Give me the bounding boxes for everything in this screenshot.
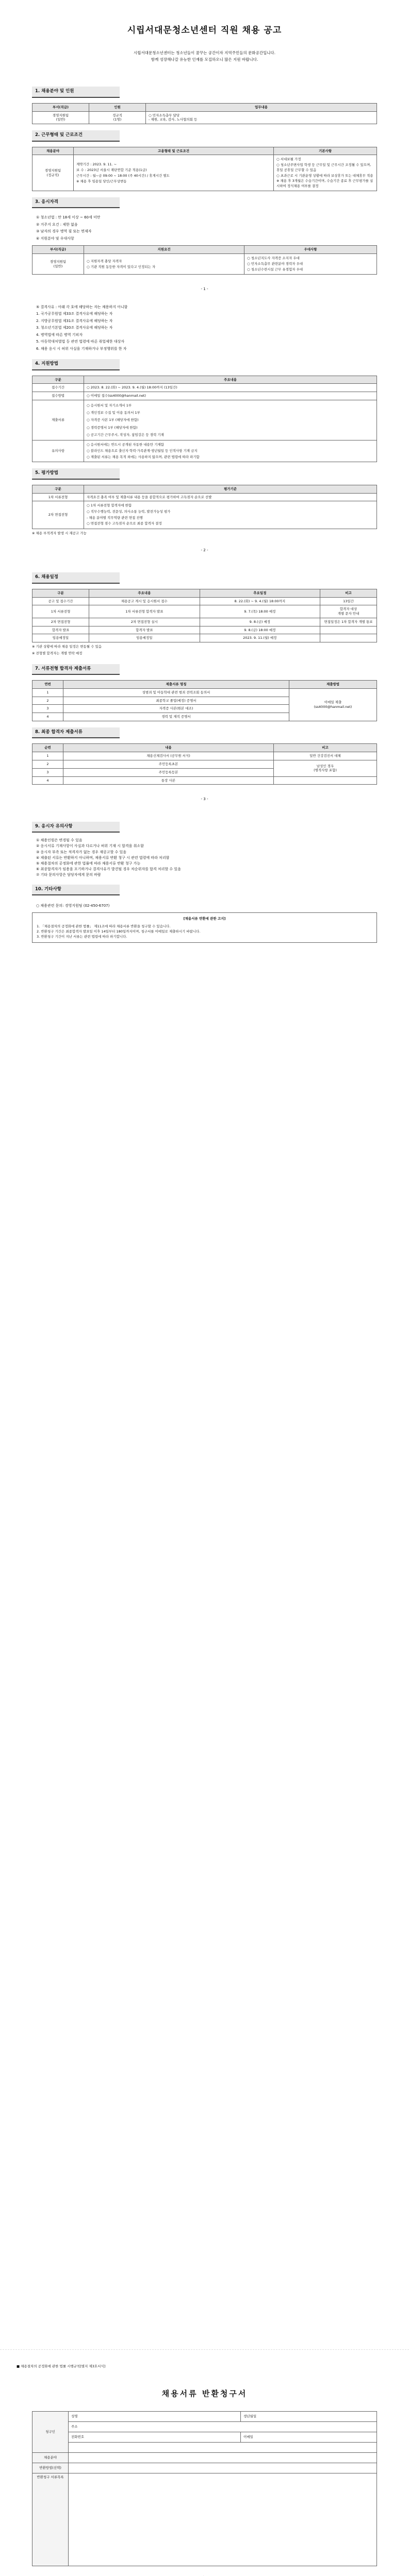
- page-title: 시립서대문청소년센터 직원 채용 공고: [127, 25, 282, 36]
- th-content: 내용: [63, 744, 274, 752]
- table-cell: 9. 7.(목) 18:00 예정: [200, 605, 320, 618]
- th-tasks: 업무내용: [146, 103, 377, 111]
- table-cell: 합격자 대상 개별 문자 안내: [320, 605, 377, 618]
- table-qualifications: [32, 245, 377, 275]
- page-number: - 2 -: [201, 548, 208, 552]
- form-field-birth[interactable]: 생년월일: [241, 2412, 377, 2422]
- form-label-method: 반환방법(선택): [32, 2463, 69, 2473]
- th-a: 구분: [32, 589, 89, 597]
- table-cell: 최종학교 졸업(예정) 증명서: [63, 697, 289, 705]
- form-source-note: ■ 채용절차의 공정화에 관한 법률 시행규칙[별지 제3호서식]: [17, 2364, 106, 2368]
- return-request-form: [0, 2349, 409, 2576]
- th-no: 연번: [32, 681, 63, 689]
- table-cell: 합격자 발표: [89, 626, 200, 634]
- evaluation-note: ※ 채용 부적격자 발생 시 재공고 가능: [32, 531, 87, 536]
- table-evaluation: [32, 485, 377, 529]
- th-d: 비고: [320, 589, 377, 597]
- table-row-key: 접수방법: [32, 392, 84, 400]
- form-field-apply[interactable]: [69, 2453, 377, 2463]
- table-cell: 2차 면접전형 실시: [89, 618, 200, 626]
- table-cell: [320, 626, 377, 634]
- table-cell: 면접일정은 1차 합격자 개별 통보: [320, 618, 377, 626]
- table-cell: [320, 634, 377, 642]
- th-b: 주요내용: [89, 589, 200, 597]
- table-cell: 2: [32, 697, 63, 705]
- table-row-value: ○ 응시원서 및 자기소개서 1부 ○ 개인정보 수집 및 이용 동의서 1부 ○ 자격증 사본 1부 (해당자에 한함) ○ 경력증명서 1부 (해당자에 한함) ○ 공고기간 근무주시, 작성자, 참임강은 등 경력 기재: [84, 400, 377, 440]
- th-method: 제출방법: [289, 681, 377, 689]
- list-item: 5. 아동학대처벌법 등 관련 법령에 따른 취업제한 대상자: [36, 340, 125, 344]
- th-count: 인원: [89, 103, 146, 111]
- form-label-field: 채용분야: [32, 2453, 69, 2463]
- table-positions: [32, 103, 377, 124]
- intro-text: 시립서대문청소년센터는 청소년들이 꿈꾸는 공간이자 지역주민들의 문화공간입니다. 함께 성장해나갈 유능한 인재를 모집하오니 많은 지원 바랍니다.: [133, 50, 276, 62]
- table-application: [32, 376, 377, 463]
- table-row-value: ○ 2023. 8. 22.(화) ~ 2023. 9. 4.(월) 18:00까지 (13일간): [84, 384, 377, 392]
- table-cell: 주민등록등본: [63, 768, 274, 776]
- th-no: 순번: [32, 744, 63, 752]
- table-cell: 2차 면접전형: [32, 618, 89, 626]
- list-item: 3. 청소년기본법 제20조 결격사유에 해당하는 자: [36, 326, 113, 330]
- table-docs-2: [32, 743, 377, 785]
- list-item: 1. 국가공무원법 제33조 결격사유에 해당하는 자: [36, 312, 113, 316]
- precautions-text: ① 채용인원은 변경될 수 있음 ② 응시서류 기재사항이 사실과 다르거나 허위 기재 시 합격을 취소함 ③ 응시자 부족 또는 적격자가 없는 경우 재공고할 수 있음 ④ 제출된 서류는 반환하지 아니하며, 채용서류 반환 청구 시 관련 법령에 따라 처리함 ⑤ 채용절차의 공정화에 관한 법률에 따라 채용서류 반환 청구 가능 ⑥ 최종합격자가 임용을 포기하거나 결격사유가 발견될 경우 차순위자를 합격 처리할 수 있음 ⑦ 기타 문의사항은 담당자에게 문의 바람: [36, 838, 181, 877]
- form-field-extra[interactable]: [69, 2443, 377, 2453]
- table-cell: 1: [32, 752, 63, 760]
- table-cell: 남성인 경우 (병적사항 포함): [274, 760, 377, 777]
- table-cell: 1차 서류전형 합격자 발표: [89, 605, 200, 618]
- schedule-note: ※ 전형별 합격자는 개별 연락 예정: [32, 651, 83, 655]
- list-item: 2. 지방공무원법 제31조 결격사유에 해당하는 자: [36, 318, 113, 323]
- list-item: ③ 남자의 경우 병역 필 또는 면제자: [36, 229, 92, 234]
- table-cell: 9. 8.(금) 18:00 예정: [200, 626, 320, 634]
- th-remark: 비고: [274, 744, 377, 752]
- table-schedule: [32, 589, 377, 642]
- table-cell: 채용신체검사서 (공무원 서식): [63, 752, 274, 760]
- form-label-requester: 청구인: [32, 2412, 69, 2453]
- table-cell: 1: [32, 688, 63, 697]
- section-heading-5: 5. 평가방법: [32, 468, 120, 479]
- cell-pref: ○ 청소년지도사 자격증 소지자 우대 ○ 민자소득총무 관련분야 경력자 우대 ○ 청소년수련시설 근무 유경험자 우대: [244, 254, 377, 275]
- form-field-phone[interactable]: 전화번호: [69, 2432, 241, 2443]
- table-cell: 임용예정일: [32, 634, 89, 642]
- section-heading-4: 4. 지원방법: [32, 359, 120, 370]
- list-item: ⑤ 결격사유 : 아래 각 호에 해당하는 자는 채용하지 아니함: [36, 304, 128, 309]
- table-cell: 자격증 사본(원본 대조): [63, 705, 289, 713]
- cell-dept: 경영지원팀 (일반): [32, 254, 84, 275]
- table-conditions: [32, 147, 377, 191]
- contact-info: ○ 채용관련 문의: 경영지원팀 (02-450-6707): [36, 904, 110, 908]
- form-field-method[interactable]: [69, 2463, 377, 2473]
- schedule-note: ※ 기관 상황에 따라 채용 일정은 변동될 수 있음: [32, 645, 102, 649]
- form-field-name[interactable]: 성명: [69, 2412, 241, 2422]
- list-item: 4. 병역법에 따른 병역 기피자: [36, 332, 83, 337]
- cell-basics: ○ 서대보될 가정 ○ 청소년주변사업 학생 등 근무일 및 근무시간 조정될 수 있으며, 휴일 공휴일 근무할 수 있음 ○ 초과근로 시 기관운영 상황에 따라 보상휴가 또는 대체휴무 적용 ※ 채용 후 3개월은 수습기간이며, 수습기간 종료 후 근무평가를 실시하여 정식채용 여부를 결정: [274, 155, 377, 191]
- form-field-address[interactable]: 주소: [69, 2422, 377, 2432]
- section-heading-3: 3. 응시자격: [32, 197, 120, 208]
- table-cell: 채용공고 게시 및 응시원서 접수: [89, 597, 200, 605]
- list-item: ① 청소년법 : 만 18세 이상 ~ 60세 미만: [36, 215, 101, 220]
- notice-box: [32, 912, 377, 942]
- th-kind: 구분: [32, 485, 84, 493]
- th-basics: 기본사항: [274, 147, 377, 155]
- notice-box-body: 1. 「채용절차의 공정화에 관한 법률」 제11조에 따라 채용서류 반환을 청구할 수 있습니다. 2. 반환청구 기간은 최종합격자 발표일 이후 14일부터 180일까지이며, 청구서를 이메일로 제출하시기 바랍니다. 3. 반환청구 기간이 지난 서류는 관련 법령에 따라 파기합니다.: [37, 924, 201, 939]
- section-heading-7: 7. 서류전형 합격자 제출서류: [32, 664, 120, 675]
- section-heading-8: 8. 최종 합격자 제출서류: [32, 727, 120, 738]
- th-dept: 부서(직급): [32, 103, 89, 111]
- form-table: [32, 2411, 377, 2566]
- section-heading-9: 9. 응시자 유의사항: [32, 822, 120, 833]
- section-heading-1: 1. 채용분야 및 인원: [32, 87, 120, 97]
- th-conditions: 고용형태 및 근로조건: [74, 147, 274, 155]
- table-row-value: 자격요건 충족 여부 및 제출서류 내용 등을 종합적으로 평가하여 고득점자 순으로 선발: [84, 493, 377, 501]
- section-heading-10: 10. 기타사항: [32, 885, 120, 895]
- disqualification-list: [32, 304, 377, 352]
- table-cell: 주민등록초본: [63, 760, 274, 769]
- list-item: 6. 채용 응시 시 허위 사실을 기재하거나 부정행위를 한 자: [36, 346, 127, 351]
- form-label-docs: 반환청구 서류목록: [32, 2473, 69, 2566]
- table-cell: 합격자 발표: [32, 626, 89, 634]
- page-number: - 1 -: [201, 287, 208, 292]
- table-cell: 2023. 9. 11.(월) 예정: [200, 634, 320, 642]
- th-doc: 제출서류 명칭: [63, 681, 289, 689]
- list-item: ② 거주지 요건 : 제한 없음: [36, 222, 78, 227]
- table-cell: 8. 22.(화) ~ 9. 4.(월) 18:00까지: [200, 597, 320, 605]
- table-cell: 9. 8.(금) 예정: [200, 618, 320, 626]
- table-cell: 통장 사본: [63, 776, 274, 785]
- table-row-key: 2차 면접전형: [32, 501, 84, 529]
- table-row-key: 제출서류: [32, 400, 84, 440]
- table-cell: 13일간: [320, 597, 377, 605]
- table-row-key: 1차 서류전형: [32, 493, 84, 501]
- section-heading-6: 6. 채용일정: [32, 572, 120, 583]
- th-req: 지원요건: [84, 246, 244, 254]
- cell-field: 경영지원팀 (정규직): [32, 155, 74, 191]
- table-docs-1: [32, 680, 377, 721]
- cell-dept: 경영지원팀 (일반): [32, 111, 89, 124]
- table-cell: 일반 건강검진서 대체: [274, 752, 377, 760]
- cell-conditions: 계약기간 : 2023. 9. 11. ~ 보 수 : 2023년 서울시 재단연합 기준 적용(1급) 근무시간 : 월~금 09:00 ~ 18:00 (주 40시간) / 휴게시간 별도 ※ 채용 후 임용일 당인/근무상변동: [74, 155, 274, 191]
- table-cell: 공고 및 접수기간: [32, 597, 89, 605]
- table-cell: 4: [32, 713, 63, 721]
- table-cell: [274, 776, 377, 785]
- table-cell: 임용예정일: [89, 634, 200, 642]
- cell-tasks: ○ 민자소득총무 담당 - 재원, 교육, 감사, 노사협의회 등: [146, 111, 377, 124]
- th-pref: 우대사항: [244, 246, 377, 254]
- page-number: - 3 -: [201, 797, 208, 802]
- form-field-docs[interactable]: [69, 2473, 377, 2566]
- list-item: ④ 지원분야 및 우대사항: [36, 236, 74, 241]
- table-cell: 경력 및 재직 증명서: [63, 713, 289, 721]
- section-heading-2: 2. 근무형태 및 근로조건: [32, 130, 120, 141]
- th-kind: 구분: [32, 376, 84, 384]
- table-cell: 4: [32, 776, 63, 785]
- table-cell: 2: [32, 760, 63, 769]
- th-field: 채용분야: [32, 147, 74, 155]
- th-c: 추요일정: [200, 589, 320, 597]
- submit-method: 이메일 제출 (ss4000@hanmail.net): [289, 688, 377, 721]
- form-field-email[interactable]: 이메일: [241, 2432, 377, 2443]
- cell-req: ○ 지원자격 충당 자격자 ○ 기관 직원 동등한 자격이 있다고 인정되는 자: [84, 254, 244, 275]
- table-row-value: ○ 응시원서에는 반드시 공개된 자동한 내용만 기재함 ○ 블라인드 채용으로 출신지·학력·가족관계·생년월일 등 인적사항 기재 금지 ○ 제출된 서류는 채용 목적 외에는 사용하지 않으며, 관련 법령에 따라 파기함: [84, 440, 377, 462]
- notice-box-title: [채용서류 반환에 관한 고지]: [183, 917, 226, 921]
- qualification-list: [32, 215, 377, 241]
- form-title: 채용서류 반환청구서: [161, 2388, 248, 2398]
- table-cell: 3: [32, 768, 63, 776]
- th-criteria: 평가기준: [84, 485, 377, 493]
- table-row-key: 유의사항: [32, 440, 84, 462]
- table-row-value: ○ 이메일 접수(ss4000@hanmail.net): [84, 392, 377, 400]
- cell-count: 정규직 (1명): [89, 111, 146, 124]
- table-row-key: 접수기간: [32, 384, 84, 392]
- table-cell: 1차 서류전형: [32, 605, 89, 618]
- th-content: 주요내용: [84, 376, 377, 384]
- table-cell: 3: [32, 705, 63, 713]
- table-row-value: ○ 1차 서류전형 합격자에 한함 ○ 직무수행능력, 전문성, 의사소통 능력, 발전가능성 평가 - 채용 분야별 직무역량 관련 면접 진행 ○ 면접전형 점수 고득점자 순으로 최종 합격자 결정: [84, 501, 377, 529]
- table-cell: 성범죄 및 아동학대 관련 범죄 전력조회 동의서: [63, 688, 289, 697]
- th-dept: 부서(직급): [32, 246, 84, 254]
